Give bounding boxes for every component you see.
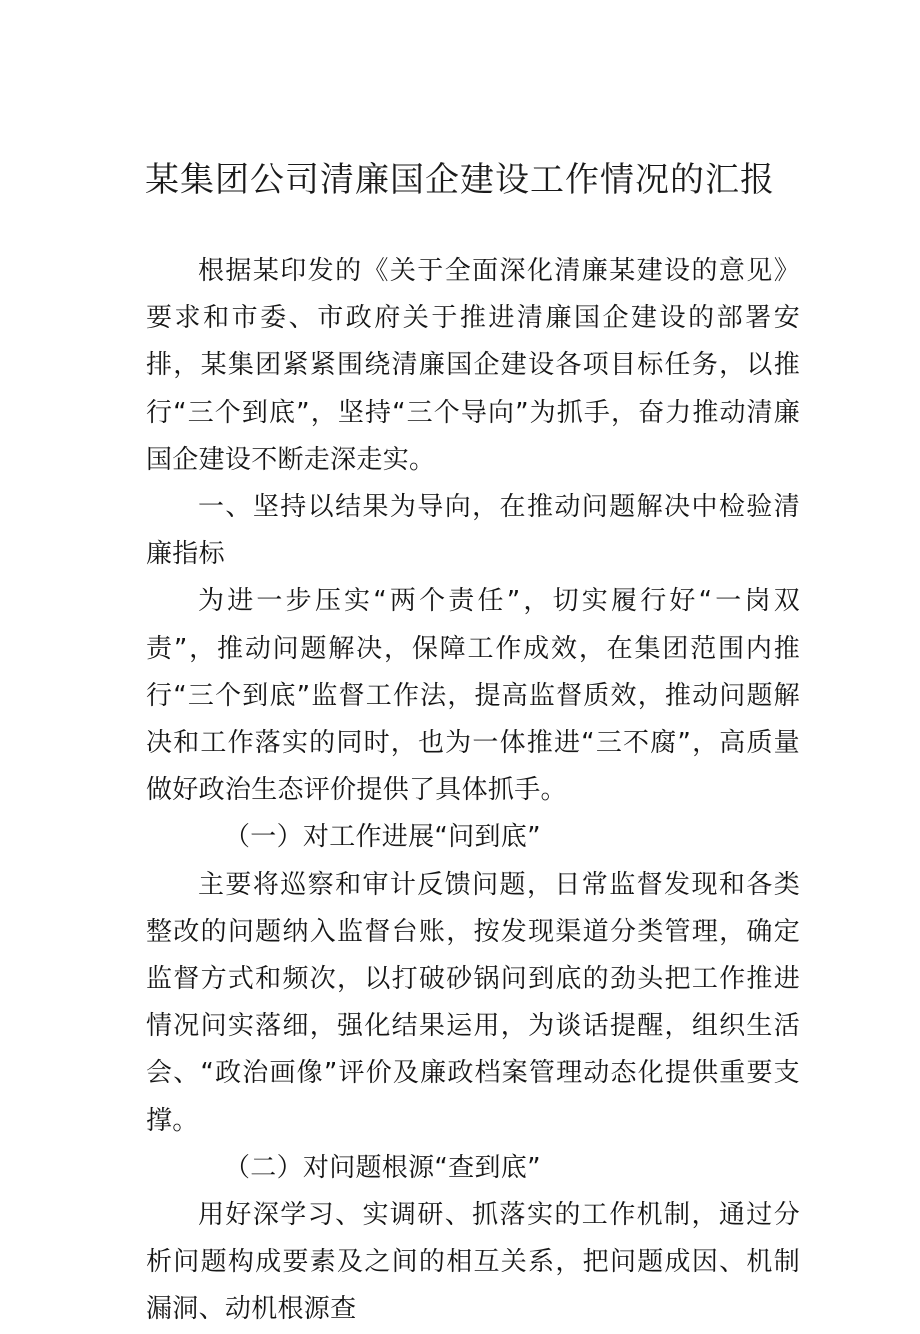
subsection-2-heading: （二）对问题根源“查到底” — [224, 1152, 541, 1183]
section-1-heading: 一、坚持以结果为导向，在推动问题解决中检验清廉指标 — [146, 492, 800, 570]
subsection-1-paragraph: 主要将巡察和审计反馈问题，日常监督发现和各类整改的问题纳入监督台账，按发现渠道分类管理，确定监督方式和频次，以打破砂锅问到底的劲头把工作推进情况问实落细，强化结果运用，为谈话提醒，组织生活会、“政治画像”评价及廉政档案管理动态化提供重要支撑。 — [146, 869, 800, 1136]
subsection-2-paragraph: 用好深学习、实调研、抓落实的工作机制，通过分析问题构成要素及之间的相互关系，把问题成因、机制漏洞、动机根源查 — [146, 1200, 800, 1325]
subsection-1-heading: （一）对工作进展“问到底” — [224, 822, 541, 853]
section-1-paragraph: 为进一步压实“两个责任”，切实履行好“一岗双责”，推动问题解决，保障工作成效，在集团范围内推行“三个到底”监督工作法，提高监督质效，推动问题解决和工作落实的同时，也为一体推进“三不腐”，高质量做好政治生态评价提供了具体抓手。 — [146, 586, 800, 806]
document-title: 某集团公司清廉国企建设工作情况的汇报 — [145, 160, 775, 200]
intro-paragraph: 根据某印发的《关于全面深化清廉某建设的意见》要求和市委、市政府关于推进清廉国企建设的部署安排，某集团紧紧围绕清廉国企建设各项目标任务，以推行“三个到底”，坚持“三个导向”为抓手，奋力推动清廉国企建设不断走深走实。 — [146, 256, 800, 475]
document-body — [146, 248, 800, 1334]
